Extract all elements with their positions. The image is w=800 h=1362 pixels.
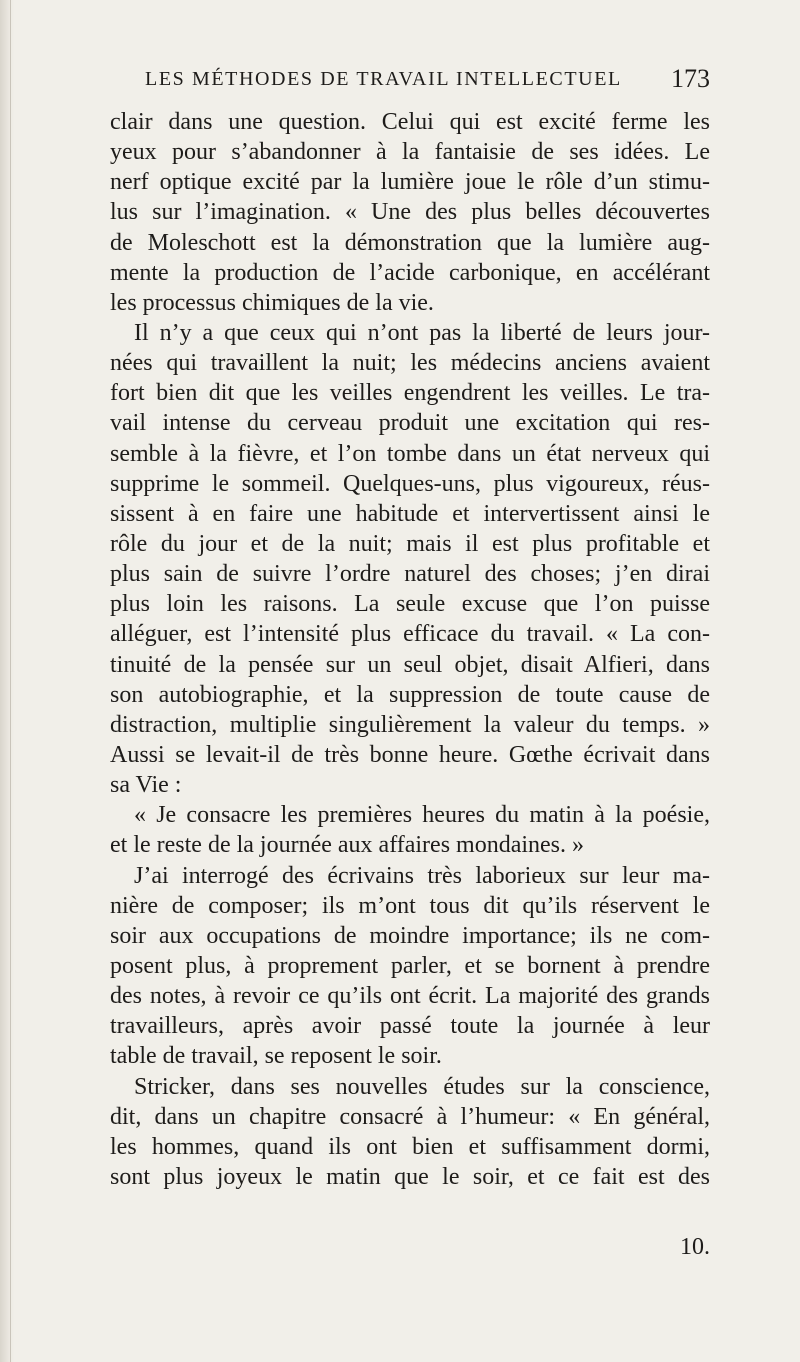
text-line: tinuité de la pensée sur un seul objet, disait Alfieri, dans: [110, 651, 710, 678]
text-line: les processus chimiques de la vie.: [110, 289, 434, 316]
text-line: posent plus, à proprement parler, et se bornent à prendre: [110, 952, 710, 979]
text-line: Aussi se levait-il de très bonne heure. Gœthe écrivait dans: [110, 741, 710, 768]
text-line: table de travail, se reposent le soir.: [110, 1043, 442, 1070]
text-line: distraction, multiplie singulièrement la valeur du temps. »: [110, 711, 710, 738]
text-line: soir aux occupations de moindre importance; ils ne com-: [110, 922, 710, 949]
text-line: nées qui travaillent la nuit; les médecins anciens avaient: [110, 350, 710, 377]
text-line: clair dans une question. Celui qui est excité ferme les: [110, 109, 710, 135]
text-line: alléguer, est l’intensité plus efficace du travail. « La con-: [110, 621, 710, 648]
text-line: yeux pour s’abandonner à la fantaisie de ses idées. Le: [110, 139, 710, 166]
text-line: nière de composer; ils m’ont tous dit qu’ils réservent le: [110, 892, 710, 919]
text-line: sont plus joyeux le matin que le soir, et ce fait est des: [110, 1163, 710, 1190]
text-line: travailleurs, après avoir passé toute la journée à leur: [110, 1013, 710, 1040]
running-title: LES MÉTHODES DE TRAVAIL INTELLECTUEL: [145, 68, 622, 90]
text-line: vail intense du cerveau produit une excitation qui res-: [110, 410, 710, 437]
text-line: les hommes, quand ils ont bien et suffisamment dormi,: [110, 1133, 710, 1160]
text-line: « Je consacre les premières heures du matin à la poésie,: [134, 802, 710, 829]
text-line: dit, dans un chapitre consacré à l’humeur: « En général,: [110, 1103, 710, 1130]
text-line: Il n’y a que ceux qui n’ont pas la liberté de leurs jour-: [134, 319, 710, 346]
text-line: de Moleschott est la démonstration que la lumière aug-: [110, 229, 710, 256]
text-line: plus loin les raisons. La seule excuse que l’on puisse: [110, 591, 710, 618]
page-edge-line: [10, 0, 11, 1362]
signature-mark: 10.: [680, 1234, 710, 1260]
text-line: rôle du jour et de la nuit; mais il est plus profitable et: [110, 530, 710, 557]
text-line: son autobiographie, et la suppression de toute cause de: [110, 681, 710, 708]
text-line: sissent à en faire une habitude et intervertissent ainsi le: [110, 500, 710, 527]
text-line: mente la production de l’acide carbonique, en accélérant: [110, 259, 710, 286]
text-line: supprime le sommeil. Quelques-uns, plus vigoureux, réus-: [110, 470, 710, 497]
text-line: fort bien dit que les veilles engendrent les veilles. Le tra-: [110, 380, 710, 407]
text-line: et le reste de la journée aux affaires mondaines. »: [110, 832, 585, 859]
body-text: [110, 107, 710, 1192]
text-line: Stricker, dans ses nouvelles études sur la conscience,: [134, 1073, 710, 1100]
text-line: sa Vie :: [110, 772, 182, 799]
text-line: nerf optique excité par la lumière joue le rôle d’un stimu-: [110, 169, 710, 196]
text-line: des notes, à revoir ce qu’ils ont écrit. La majorité des grands: [110, 983, 710, 1010]
page-number: 173: [671, 64, 710, 93]
text-line: semble à la fièvre, et l’on tombe dans un état nerveux qui: [110, 440, 710, 467]
text-line: J’ai interrogé des écrivains très laborieux sur leur ma-: [134, 862, 710, 889]
text-line: lus sur l’imagination. « Une des plus belles découvertes: [110, 199, 710, 226]
running-head: [145, 64, 710, 104]
page-edge: [0, 0, 14, 1362]
text-line: plus sain de suivre l’ordre naturel des choses; j’en dirai: [110, 561, 710, 588]
